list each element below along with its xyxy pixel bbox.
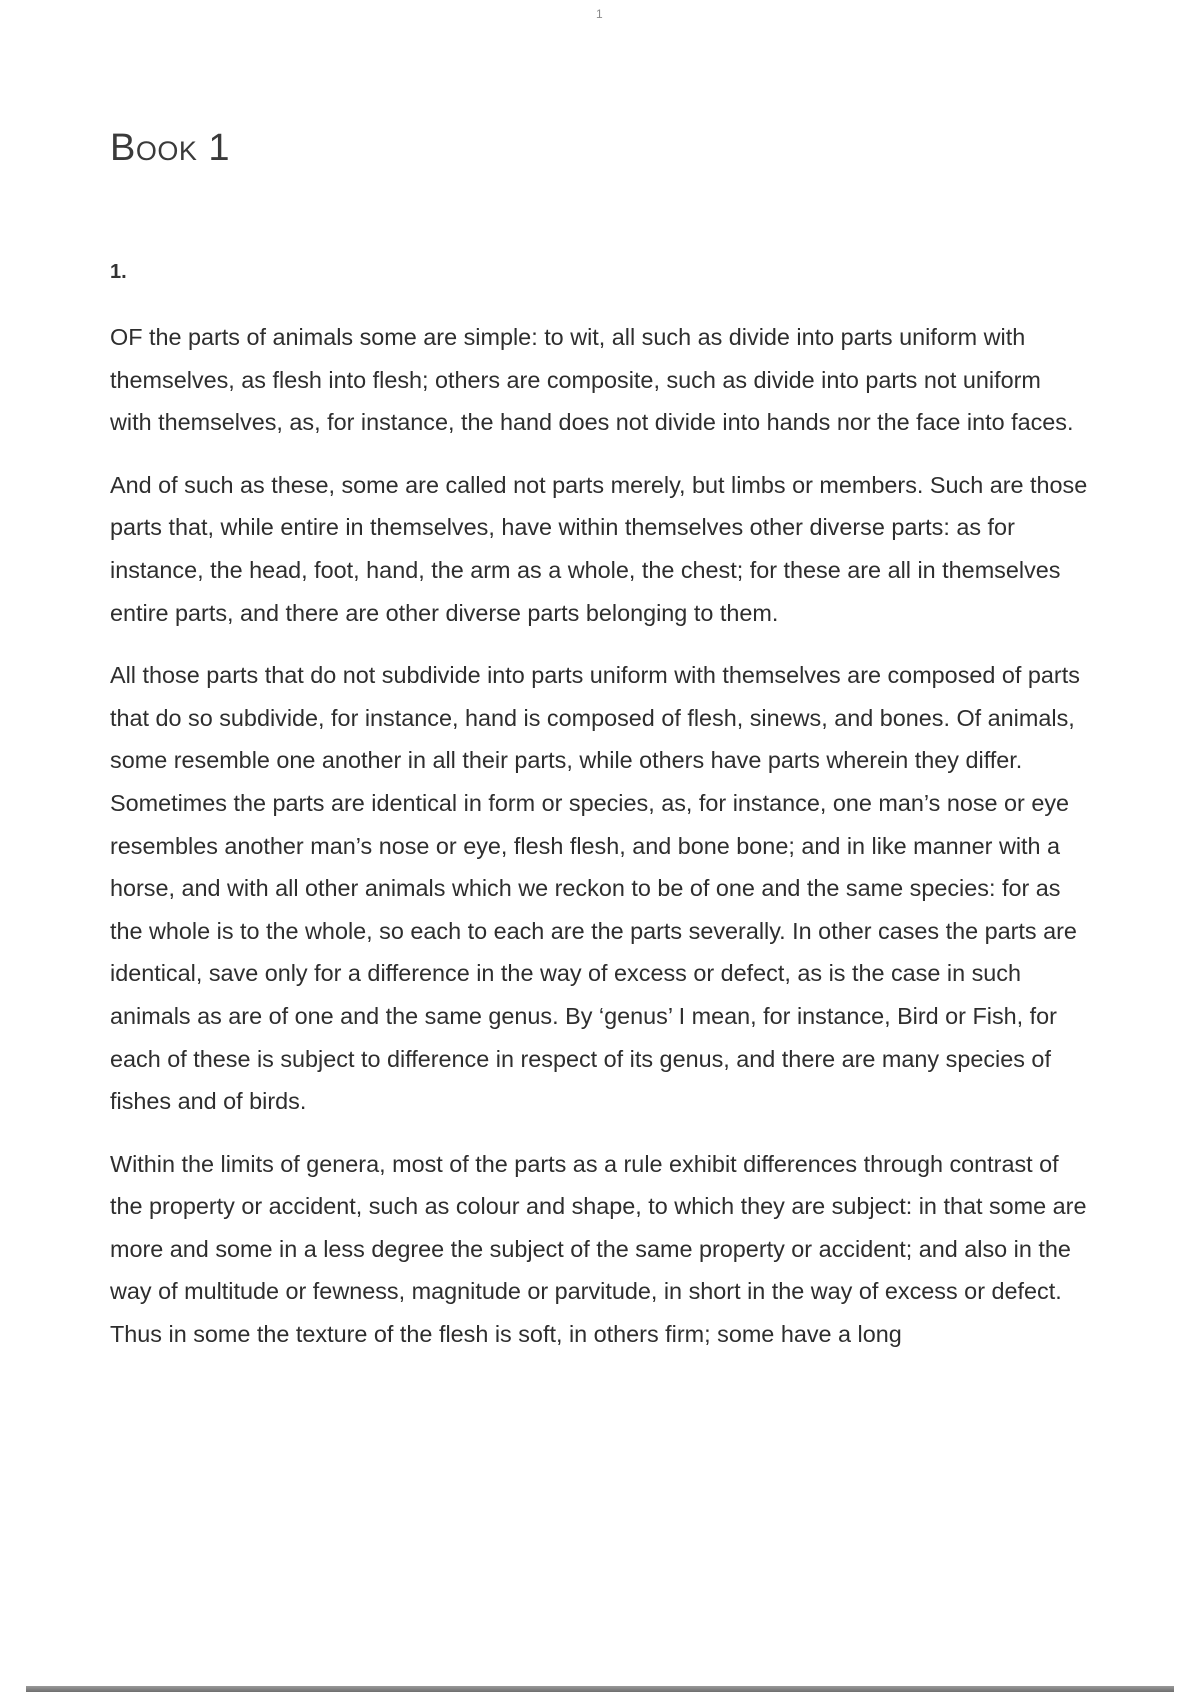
paragraph: Within the limits of genera, most of the parts as a rule exhibit differences through contrast of the property or accident, such as colour and shape, to which they are subject: in that some are more and some in a less degree the subject of the same property or accident; and also in the way of multitude or fewness, magnitude or parvitude, in short in the way of excess or defect. Thus in some the texture of the flesh is soft, in others firm; some have a long [110, 1150, 1087, 1348]
page-marker: 1 [596, 7, 603, 21]
section-number: 1. [110, 261, 127, 283]
paragraph: All those parts that do not subdivide into parts uniform with themselves are composed of parts that do so subdivide, for instance, hand is composed of flesh, sinews, and bones. Of animals, some resemble one another in all their parts, while others have parts wherein they differ. Sometimes the parts are identical in form or species, as, for instance, one man’s nose or eye resembles another man’s nose or eye, flesh flesh, and bone bone; and in like manner with a horse, and with all other animals which we reckon to be of one and the same species: for as the whole is to the whole, so each to each are the parts severally. In other cases the parts are identical, save only for a difference in the way of excess or defect, as is the case in such animals as are of one and the same genus. By ‘genus’ I mean, for instance, Bird or Fish, for each of these is subject to difference in respect of its genus, and there are many species of fishes and of birds. [110, 662, 1080, 1115]
bottom-divider [26, 1686, 1174, 1692]
paragraph: And of such as these, some are called not parts merely, but limbs or members. Such are those parts that, while entire in themselves, have within themselves other diverse parts: as for instance, the head, foot, hand, the arm as a whole, the chest; for these are all in themselves entire parts, and there are other diverse parts belonging to them. [110, 471, 1088, 626]
book-title: Book 1 [110, 127, 231, 169]
body-text [110, 316, 1088, 1376]
paragraph: OF the parts of animals some are simple: to wit, all such as divide into parts uniform with themselves, as flesh into flesh; others are composite, such as divide into parts not uniform with themselves, as, for instance, the hand does not divide into hands nor the face into faces. [110, 324, 1074, 436]
